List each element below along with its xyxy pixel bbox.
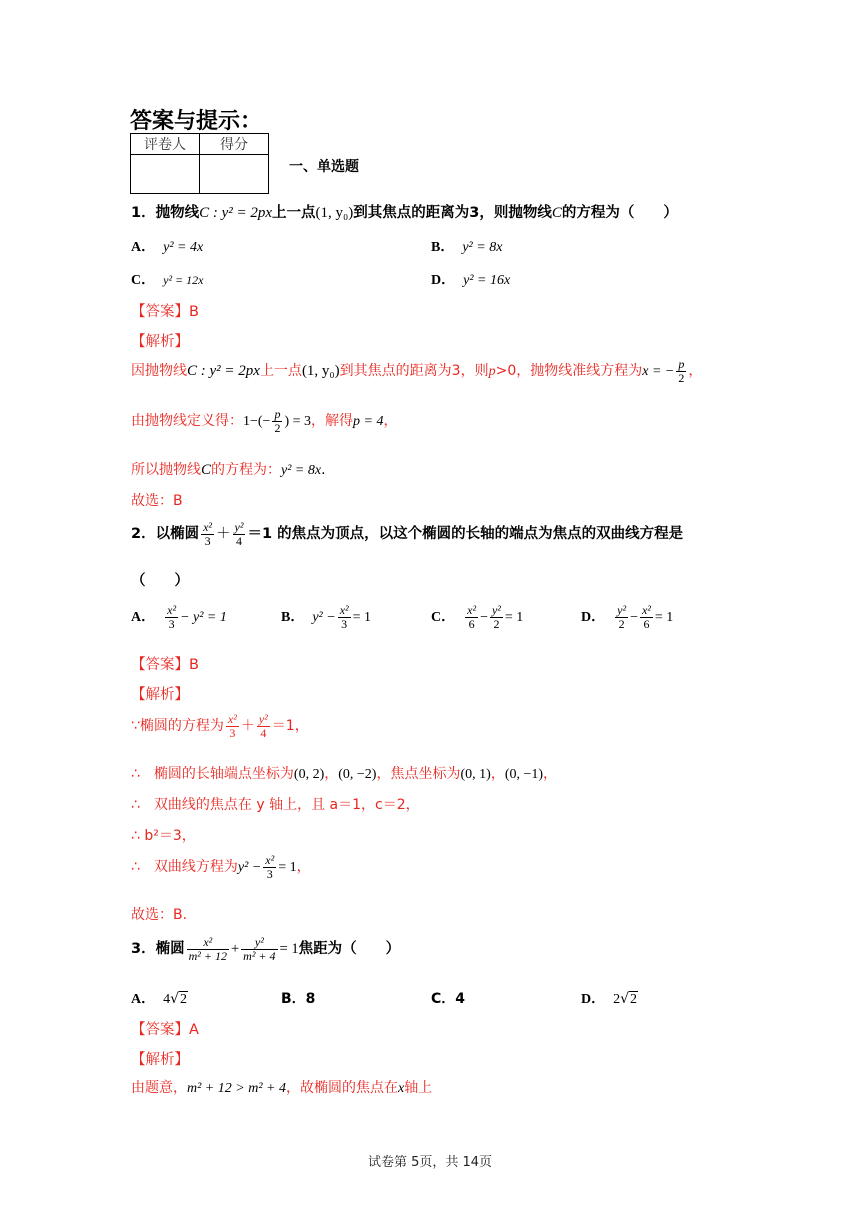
q1-s1-formula: C : y² = 2px [187,363,260,380]
q2-option-a-label: A． [131,610,156,626]
q2-option-b-frac [338,604,351,630]
q2-option-d-den2: 6 [643,616,650,631]
q3-s1-text: 由题意， [131,1080,187,1096]
q1-stem [131,201,678,222]
page-footer: 试卷第 5页，共 14页 [367,1155,493,1170]
answers-heading: 答案与提示： [130,109,263,134]
q1-option-c-text: y² = 12x [163,273,204,287]
q2-s1-text: ∵椭圆的方程为 [131,718,224,735]
sqrt-icon: √2 [620,991,638,1007]
q1-s2-frac-num: p [274,407,281,421]
q3-stem-text: 3．椭圆 [131,941,185,958]
q3-stem-frac1-den: m² + 12 [188,948,227,963]
q1-s3-period: . [321,462,326,478]
q2-stem-paren: （ ） [131,573,189,589]
q2-s1-plus: ＋ [240,718,255,735]
q2-s2-point1: (0, 2) [293,767,325,782]
q2-option-c-frac1 [465,604,478,630]
q3-stem-text2: 焦距为（ ） [298,941,401,958]
q2-solution-line2 [131,763,557,783]
q2-s2-sep2: ， [490,766,505,782]
q2-s1-frac-x-den: 3 [229,725,236,740]
q2-stem-frac-y-den: 4 [236,533,242,548]
q1-s2-expr-b: ) = 3 [284,414,312,430]
q2-solution-line5 [131,854,311,880]
q1-stem-text4: 的方程为（ ） [561,205,678,221]
q1-solution-line2 [131,408,397,434]
q2-option-d-label: D． [581,610,606,626]
section-title: 一、单选题 [289,159,359,175]
q3-option-c[interactable]: C．4 [431,991,466,1007]
q2-option-a-frac [165,604,178,630]
q1-s1-text3: 到其焦点的距离为3，则 [339,363,489,380]
q1-option-c-label: C． [131,273,156,288]
q2-s5-frac [263,854,276,880]
q3-stem-frac2-den: m² + 4 [243,948,276,963]
q2-option-d[interactable] [581,604,673,630]
q2-option-c-minus: − [480,610,488,626]
score-header: 得分 [200,134,269,155]
q1-stem-text: 1．抛物线 [131,205,200,221]
q1-s1-text: 因抛物线 [131,363,187,380]
q1-s2-text2: ，解得 [311,413,354,430]
q3-stem-eq: = 1 [279,941,299,958]
q1-s1-frac-num: p [678,357,685,371]
q3-stem-frac1 [187,936,229,962]
q2-s2-point3: (0, 1) [460,767,491,782]
q1-answer: 【答案】B [131,304,199,320]
q1-stem-point: (1, y₀) [315,205,354,221]
q2-choice: 故选：B. [131,907,188,923]
q2-option-d-minus: − [630,610,638,626]
q2-s5-comma: ， [296,859,311,876]
q2-stem-plus: ＋ [216,526,231,543]
q1-s2-result: p = 4 [353,414,384,430]
q2-option-c-label: C． [431,610,456,626]
q1-option-a-text: y² = 4x [163,240,204,255]
q1-s2-fraction [272,408,282,434]
q1-option-d-label: D． [431,273,456,288]
q2-option-c-den2: 2 [493,616,500,631]
grader-cell[interactable] [131,155,200,194]
q3-option-a[interactable] [131,988,188,1008]
q1-stem-formula: C : y² = 2px [199,205,273,221]
q3-stem-frac1-num: x² [187,936,229,950]
q2-option-b[interactable] [281,604,371,630]
q2-option-b-label: B． [281,610,305,626]
q2-option-a-tail: − y² = 1 [180,610,227,626]
q1-s1-comma: ， [688,363,703,380]
q2-option-d-num2: x² [641,603,651,617]
q1-s2-comma: ， [383,413,398,430]
q3-stem-plus: + [230,941,240,958]
q2-option-c-num2: y² [491,603,501,617]
q2-option-c-tail: = 1 [504,610,524,626]
q2-s5-text: ∴ 双曲线方程为 [131,859,238,876]
q2-s1-frac-x [226,713,239,739]
q2-stem-text: 2．以椭圆 [131,526,200,543]
q1-option-d[interactable] [431,269,510,289]
q1-stem-text2: 上一点 [272,205,316,221]
q2-option-d-frac2 [640,604,653,630]
q1-solution-line1 [131,358,702,384]
q2-option-b-num: x² [339,603,349,617]
q3-option-b[interactable]: B．8 [281,991,316,1007]
q1-option-c[interactable] [131,269,203,289]
q2-option-c-num1: x² [467,603,477,617]
q2-option-d-tail: = 1 [654,610,674,626]
q2-option-a-num: x² [167,603,177,617]
q2-s2-point2: (0, −2) [338,767,377,782]
q3-option-a-label: A． [131,992,156,1007]
q3-s1-text3: 轴上 [404,1080,433,1096]
q2-option-c-frac2 [490,604,503,630]
q3-stem [131,936,400,962]
q2-s2-text: ∴ 椭圆的长轴端点坐标为 [131,766,294,782]
q1-stem-C: C [551,205,562,221]
q2-s1-frac-y-den: 4 [260,725,267,740]
q2-analysis-label: 【解析】 [131,687,189,703]
q3-option-a-radicand: 2 [180,992,188,1007]
q2-stem [131,521,683,547]
q2-option-c[interactable] [431,604,523,630]
q2-option-b-tail: = 1 [352,610,372,626]
q3-solution-line1 [131,1077,432,1097]
q2-option-a[interactable] [131,604,227,630]
q2-option-b-den: 3 [341,616,348,631]
q1-s1-text2: 上一点 [259,363,302,380]
q1-solution-line3 [131,459,326,479]
q3-option-a-coef: 4 [163,992,171,1007]
q2-solution-line1 [131,713,309,739]
q3-s1-x: x [397,1081,405,1096]
q1-option-b-label: B． [431,240,455,255]
q2-s2-sep3: ， [543,766,558,782]
q2-s2-text2: ，焦点坐标为 [376,766,461,782]
q1-option-b-text: y² = 8x [462,240,503,255]
q1-option-b[interactable] [431,236,502,256]
q1-s1-p: p [488,364,496,380]
q3-answer: 【答案】A [131,1022,199,1038]
q3-analysis-label: 【解析】 [131,1052,189,1068]
q1-option-a[interactable] [131,236,203,256]
q2-s1-frac-y-num: y² [258,712,268,726]
q2-option-d-num1: y² [617,603,627,617]
q2-stem-frac-x-den: 3 [204,533,211,548]
q2-stem-frac-x-num: x² [203,520,213,534]
q2-s1-text2: ＝1， [271,718,309,735]
q3-s1-text2: ，故椭圆的焦点在 [285,1080,398,1096]
q1-s1-frac-den: 2 [678,370,685,385]
q1-s3-text: 所以抛物线 [131,462,201,478]
q2-s2-point4: (0, −1) [504,767,544,782]
q2-s5-head: y² − [237,860,262,876]
q2-answer: 【答案】B [131,657,199,673]
q2-stem-frac-x [201,521,214,547]
q3-option-d-radicand: 2 [630,992,638,1007]
q1-option-d-text: y² = 16x [463,273,511,288]
q1-s2-expr-a: 1−(− [243,414,271,430]
q3-stem-frac2-num: y² [241,936,277,950]
q1-s3-equation: y² = 8x [281,463,322,478]
q3-s1-inequality: m² + 12 > m² + 4 [187,1081,286,1096]
q2-s1-frac-x-num: x² [227,712,237,726]
score-table [130,133,269,194]
q2-option-b-head: y² − [312,610,336,626]
sqrt-icon: √2 [170,991,188,1007]
q1-s3-text2: 的方程为： [211,462,282,478]
q1-s2-frac-den: 2 [274,420,281,435]
q1-s3-C: C [201,462,212,478]
q1-choice: 故选：B [131,493,183,509]
q1-s1-directrix: x = − [642,364,675,380]
q2-stem-frac-y-num: y² [234,520,244,534]
q1-option-a-label: A． [131,240,156,255]
q3-stem-frac2 [241,936,277,962]
q2-s5-tail: = 1 [278,860,297,876]
q1-s1-point: (1, y₀) [301,363,340,380]
q3-option-d-coef: 2 [613,992,621,1007]
score-cell[interactable] [200,155,269,194]
grader-header: 评卷人 [131,134,200,155]
q2-s5-num: x² [265,853,275,867]
q2-s2-sep1: ， [324,766,339,782]
q1-s1-text4: >0，抛物线准线方程为 [495,363,643,380]
q2-solution-line4: ∴ b²＝3， [131,828,196,844]
q2-option-c-den1: 6 [468,616,475,631]
q2-stem-text2: ＝1 的焦点为顶点，以这个椭圆的长轴的端点为焦点的双曲线方程是 [247,526,684,543]
q2-s5-den: 3 [266,866,273,881]
q2-s1-frac-y [257,713,270,739]
q1-analysis-label: 【解析】 [131,334,189,350]
q1-s2-text: 由抛物线定义得： [131,413,243,430]
q2-option-d-frac1 [615,604,628,630]
q3-option-d[interactable] [581,988,638,1008]
q2-solution-line3: ∴ 双曲线的焦点在 y 轴上，且 a＝1，c＝2， [131,797,420,813]
q2-option-d-den1: 2 [618,616,625,631]
q1-stem-text3: 到其焦点的距离为3，则抛物线 [353,205,552,221]
q1-s1-fraction [676,358,686,384]
q3-option-d-label: D． [581,992,606,1007]
q2-option-a-den: 3 [168,616,175,631]
q2-stem-frac-y [233,521,246,547]
